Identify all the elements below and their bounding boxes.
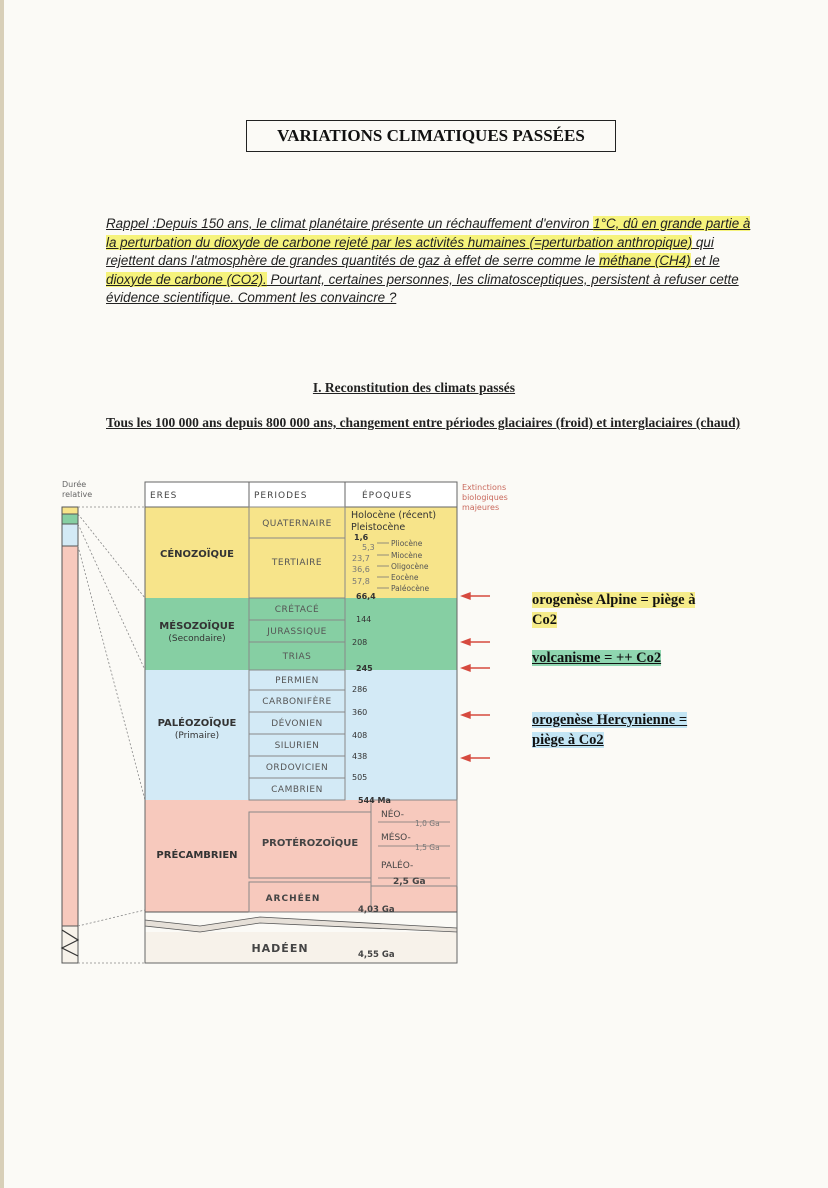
note-volcanisme — [532, 648, 661, 668]
epoch-pliocene: Pliocène — [391, 539, 423, 548]
era-paleozoique: PALÉOZOÏQUE — [157, 718, 237, 729]
duree-paleozoique — [62, 524, 78, 546]
intro-text-3: et le — [690, 253, 720, 269]
epoch-neo: NÉO- — [381, 810, 405, 820]
period-ordovicien: ORDOVICIEN — [265, 763, 329, 773]
era-paleozoique-sub: (Primaire) — [174, 731, 220, 741]
age-208: 208 — [352, 638, 368, 647]
period-jurassique: JURASSIQUE — [267, 627, 327, 637]
header-epoques: ÉPOQUES — [362, 491, 413, 501]
period-cambrien: CAMBRIEN — [271, 785, 323, 795]
note-orogenese-hercynienne — [532, 710, 687, 750]
note-orogenese-alpine — [532, 590, 695, 630]
era-mesozoique: MÉSOZOÏQUE — [159, 621, 235, 632]
period-tertiaire: TERTIAIRE — [271, 558, 323, 568]
age-1-6: 1,6 — [354, 533, 369, 542]
period-archeen: ARCHÉEN — [265, 894, 321, 904]
period-trias: TRIAS — [282, 652, 312, 662]
note-volcanisme-text: volcanisme = ++ Co2 — [532, 650, 662, 666]
age-4-55: 4,55 Ga — [358, 950, 395, 960]
intro-highlight-2: méthane (CH4) — [599, 253, 691, 269]
epoch-meso: MÉSO- — [381, 833, 411, 843]
period-hadeen: HADÉEN — [251, 942, 309, 955]
age-360: 360 — [352, 708, 368, 717]
age-5-3: 5,3 — [362, 543, 375, 552]
period-proterozoique: PROTÉROZOÏQUE — [261, 838, 359, 849]
period-carbonifere: CARBONIFÈRE — [262, 697, 332, 707]
age-408: 408 — [352, 731, 368, 740]
age-505: 505 — [352, 773, 368, 782]
intro-text-4: Pourtant, certaines personnes, les climatosceptiques, persistent à refuser cette évidence scientifique. Comment les convaincre ? — [106, 271, 739, 306]
section-subtitle: Tous les 100 000 ans depuis 800 000 ans, changement entre périodes glaciaires (froid) et interglaciaires (chaud) — [106, 415, 741, 430]
note-hercynienne-line1: orogenèse Hercynienne = — [532, 712, 688, 728]
duree-precambrien — [62, 546, 78, 926]
page-title: VARIATIONS CLIMATIQUES PASSÉES — [246, 120, 616, 152]
age-23-7: 23,7 — [352, 554, 370, 563]
note-alpine-line2: Co2 — [532, 612, 557, 628]
epoch-oligocene: Oligocène — [391, 562, 429, 571]
era-mesozoique-sub: (Secondaire) — [168, 634, 226, 644]
note-hercynienne-line2: piège à Co2 — [532, 732, 604, 748]
era-precambrien: PRÉCAMBRIEN — [156, 850, 238, 861]
age-438: 438 — [352, 752, 368, 761]
header-eres: ERES — [150, 491, 178, 501]
epoch-paleocene: Paléocène — [391, 584, 430, 593]
age-4-03: 4,03 Ga — [358, 905, 395, 915]
intro-paragraph — [106, 215, 756, 308]
header-duree-2: relative — [62, 490, 93, 499]
age-1-0: 1,0 Ga — [415, 819, 440, 828]
intro-text-2: qui rejettent dans l'atmosphère de grandes quantités de gaz à effet de serre comme le — [106, 234, 714, 269]
age-2-5: 2,5 Ga — [393, 877, 426, 887]
intro-text-1: Rappel :Depuis 150 ans, le climat planétaire présente un réchauffement d'environ — [106, 216, 594, 231]
header-periodes: PERIODES — [254, 491, 308, 501]
intro-highlight-3: dioxyde de carbone (CO2). — [106, 271, 267, 287]
age-36-6: 36,6 — [352, 565, 370, 574]
age-66-4: 66,4 — [356, 592, 376, 601]
age-1-5: 1,5 Ga — [415, 843, 440, 852]
header-extinctions-2: biologiques — [462, 493, 508, 502]
epoch-holocene: Holocène (récent) — [351, 510, 437, 521]
age-245: 245 — [356, 664, 373, 673]
extinction-arrows — [462, 593, 490, 761]
era-cenozoique: CÉNOZOÏQUE — [160, 549, 234, 560]
header-extinctions-3: majeures — [462, 503, 500, 512]
time-break — [145, 917, 457, 932]
note-alpine-line1: orogenèse Alpine = piège à — [532, 592, 696, 608]
period-permien: PERMIEN — [275, 676, 319, 686]
age-57-8: 57,8 — [352, 577, 370, 586]
epoch-paleo: PALÉO- — [381, 861, 414, 871]
period-quaternaire: QUATERNAIRE — [262, 519, 332, 529]
age-286: 286 — [352, 685, 368, 694]
epoch-pleistocene: Pleistocène — [351, 522, 406, 533]
period-cretace: CRÉTACÉ — [274, 605, 320, 615]
period-silurien: SILURIEN — [274, 741, 320, 751]
geologic-timescale-figure — [0, 470, 828, 970]
header-extinctions-1: Extinctions — [462, 483, 507, 492]
epoch-miocene: Miocène — [391, 551, 423, 560]
age-144: 144 — [356, 615, 372, 624]
section-title: I. Reconstitution des climats passés — [312, 380, 516, 395]
linking-lines — [78, 507, 145, 963]
epoch-eocene: Eocène — [391, 573, 419, 582]
intro-highlight-1: 1°C, dû en grande partie à la perturbation du dioxyde de carbone rejeté par les activités humaines (=perturbation anthropique) — [106, 216, 751, 250]
header-duree-1: Durée — [62, 480, 87, 489]
period-devonien: DÉVONIEN — [271, 719, 323, 729]
duree-mesozoique — [62, 514, 78, 524]
age-544: 544 Ma — [358, 796, 391, 805]
